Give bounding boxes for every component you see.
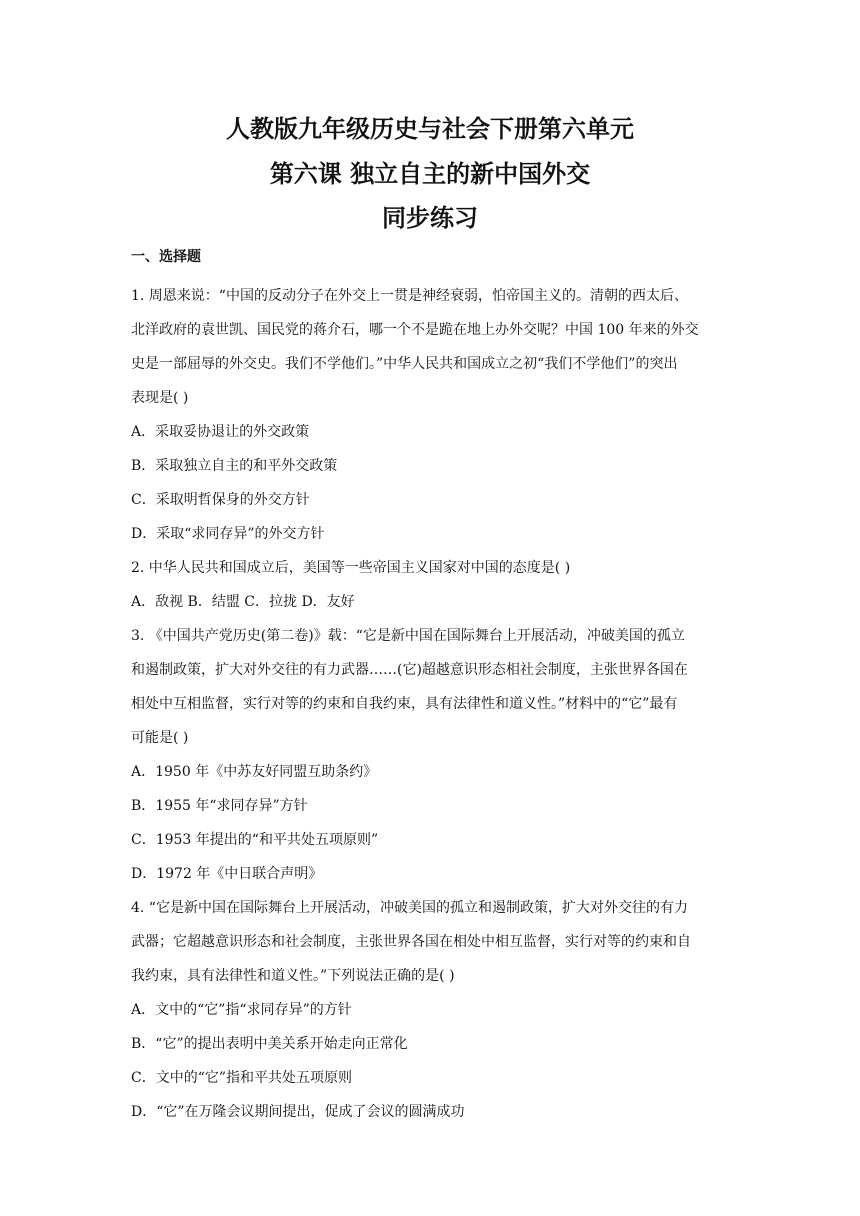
question-2-stem: 2. 中华人民共和国成立后，美国等一些帝国主义国家对中国的态度是( ) xyxy=(131,560,571,576)
question-3-option-b: B．1955 年“求同存异”方针 xyxy=(131,798,308,814)
question-3-option-a: A．1950 年《中苏友好同盟互助条约》 xyxy=(131,764,378,780)
exercise-title: 同步练习 xyxy=(382,203,478,232)
question-1-stem-line-1: 1. 周恩来说：“中国的反动分子在外交上一贯是神经衰弱，怕帝国主义的。清朝的西太后、 xyxy=(131,288,688,304)
question-4-option-c: C．文中的“它”指和平共处五项原则 xyxy=(131,1070,353,1086)
question-4-stem-line-1: 4. “它是新中国在国际舞台上开展活动，冲破美国的孤立和遏制政策，扩大对外交往的有力 xyxy=(131,900,688,916)
section-heading: 一、选择题 xyxy=(131,249,201,265)
question-4-option-a: A．文中的“它”指“求同存异”的方针 xyxy=(131,1002,352,1018)
document-title: 人教版九年级历史与社会下册第六单元 xyxy=(226,114,634,143)
lesson-title: 第六课 独立自主的新中国外交 xyxy=(269,159,591,188)
question-1-option-c: C．采取明哲保身的外交方针 xyxy=(131,492,310,508)
question-4-option-b: B．“它”的提出表明中美关系开始走向正常化 xyxy=(131,1036,408,1052)
question-4-stem-line-3: 我约束，具有法律性和道义性。”下列说法正确的是( ) xyxy=(131,968,455,984)
question-3-stem-line-4: 可能是( ) xyxy=(131,730,189,746)
question-list xyxy=(131,279,741,1129)
question-1-stem-line-3: 史是一部屈辱的外交史。我们不学他们。”中华人民共和国成立之初“我们不学他们”的突出 xyxy=(131,356,678,372)
question-3-stem-line-2: 和遏制政策，扩大对外交往的有力武器……(它)超越意识形态相社会制度，主张世界各国在 xyxy=(131,662,688,678)
question-1-option-b: B．采取独立自主的和平外交政策 xyxy=(131,458,338,474)
question-2-options: A．敌视 B．结盟 C．拉拢 D．友好 xyxy=(131,594,355,610)
question-3-stem-line-1: 3. 《中国共产党历史(第二卷)》载：“它是新中国在国际舞台上开展活动，冲破美国的孤立 xyxy=(131,628,685,644)
question-1-option-d: D．采取“求同存异”的外交方针 xyxy=(131,526,325,542)
question-1-option-a: A．采取妥协退让的外交政策 xyxy=(131,424,310,440)
question-1-stem-line-2: 北洋政府的袁世凯、国民党的蒋介石，哪一个不是跪在地上办外交呢？中国 100 年来的外交 xyxy=(131,322,699,338)
question-4-stem-line-2: 武器；它超越意识形态和社会制度，主张世界各国在相处中相互监督，实行对等的约束和自 xyxy=(131,934,691,950)
question-3-stem-line-3: 相处中互相监督，实行对等的约束和自我约束，具有法律性和道义性。”材料中的“它”最有 xyxy=(131,696,678,712)
question-3-option-d: D．1972 年《中日联合声明》 xyxy=(131,866,323,882)
question-1-stem-line-4: 表现是( ) xyxy=(131,390,189,406)
question-4-option-d: D．“它”在万隆会议期间提出，促成了会议的圆满成功 xyxy=(131,1104,465,1120)
question-3-option-c: C．1953 年提出的“和平共处五项原则” xyxy=(131,832,379,848)
